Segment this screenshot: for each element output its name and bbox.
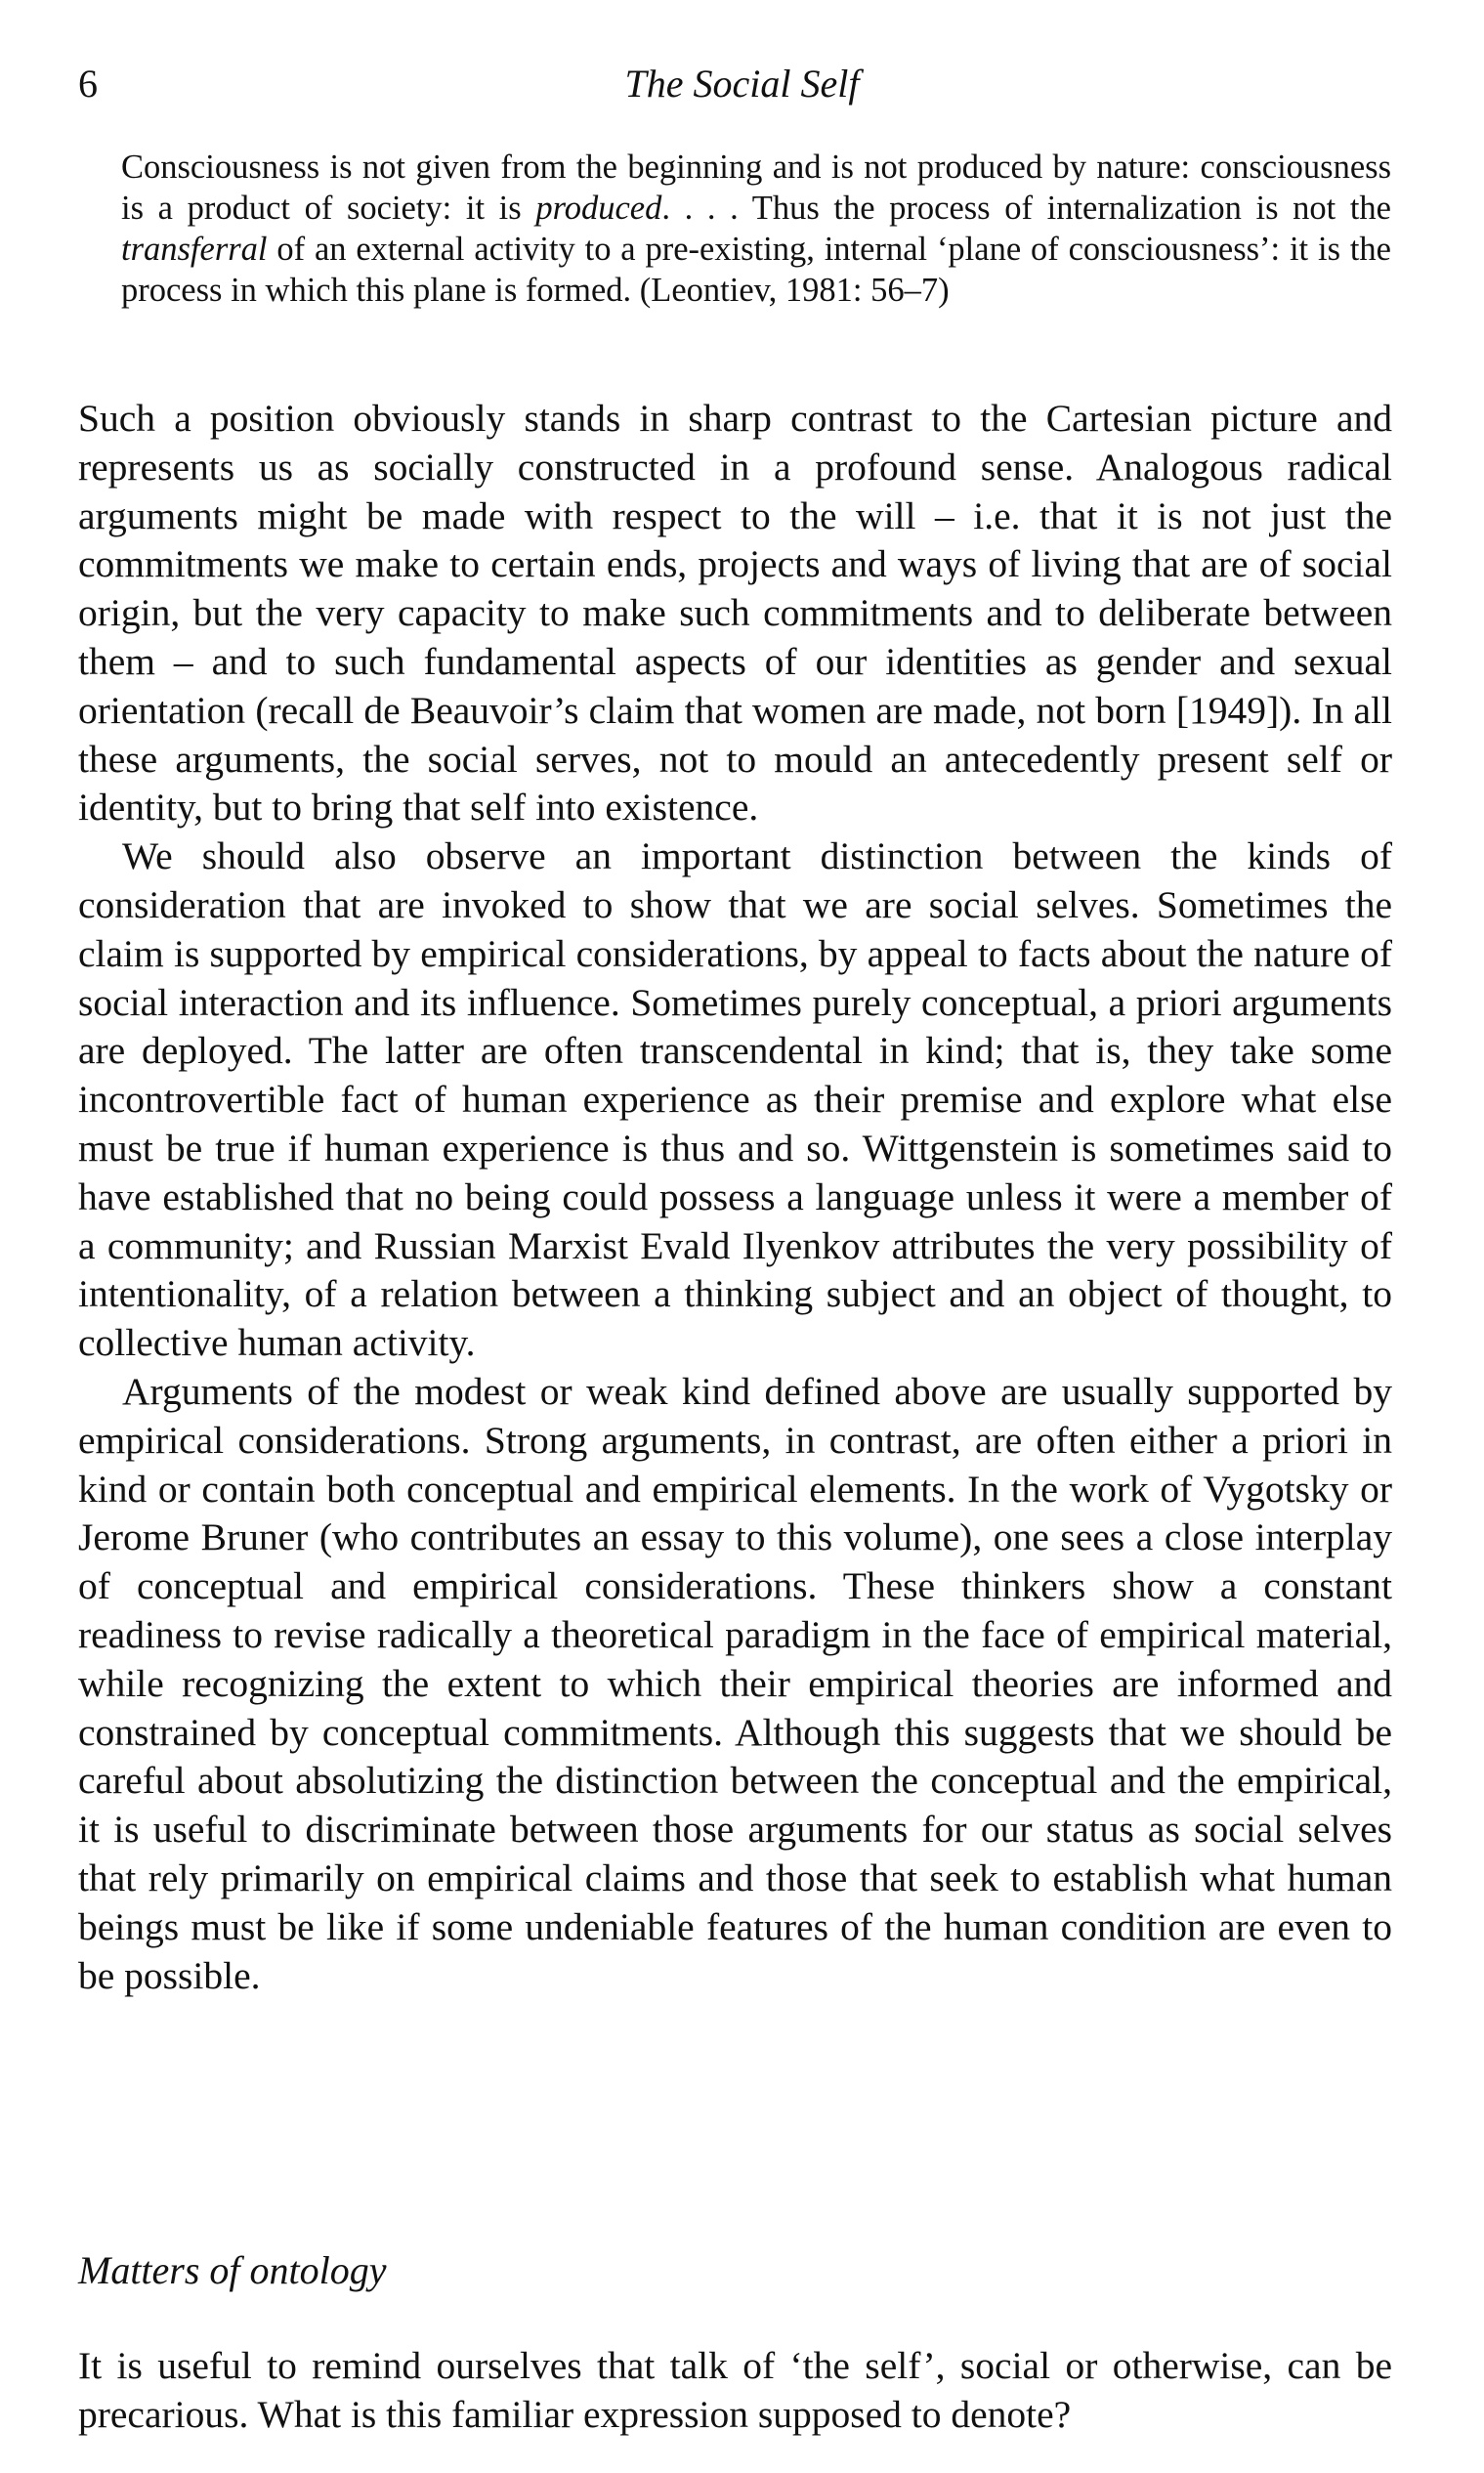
running-head: The Social Self [624,62,860,106]
paragraph: Arguments of the modest or weak kind defined above are usually supported by empirical considerations. Strong arguments, in contrast, are often either a priori in kind or contain both conceptual and empirical elements. In the work of Vygotsky or Jerome Bruner (who contributes an essay to this volume), one sees a close interplay of conceptual and empirical considerations. These thinkers show a constant readiness to revise radically a theoretical paradigm in the face of empirical material, while recognizing the extent to which their empirical theories are informed and constrained by conceptual commitments. Although this suggests that we should be careful about absolutizing the distinction between the conceptual and the empirical, it is useful to discriminate between those arguments for our status as social selves that rely primarily on empirical claims and those that seek to establish what human beings must be like if some undeniable features of the human condition are even to be possible. [78,1369,1392,1997]
section-heading: Matters of ontology [78,2248,387,2292]
page-header [78,61,1406,119]
body-text [78,395,1392,2000]
quote-emphasis-produced: produced [535,190,662,227]
paragraph: We should also observe an important distinction between the kinds of consideration that are invoked to show that we are social selves. Sometimes the claim is supported by empirical considerations, by appeal to facts about the nature of social interaction and its influence. Sometimes purely conceptual, a priori arguments are deployed. The latter are often transcendental in kind; that is, they take some incontrovertible fact of human experience as their premise and explore what else must be true if human experience is thus and so. Wittgenstein is sometimes said to have established that no being could possess a language unless it were a member of a community; and Russian Marxist Evald Ilyenkov attributes the very possibility of intentionality, of a relation between a thinking subject and an object of thought, to collective human activity. [78,834,1392,1365]
quote-segment: Consciousness is not given from the beginning and is not produced by nature: consciousness is a product of society: it is [121,149,1391,227]
page-number: 6 [78,62,98,106]
section-body [78,2342,1392,2440]
paragraph: It is useful to remind ourselves that talk of ‘the self’, social or otherwise, can be precarious. What is this familiar expression supposed to denote? [78,2344,1392,2436]
quote-segment: of an external activity to a pre-existing, internal ‘plane of consciousness’: it is the process in which this plane is formed. (Leontiev, 1981: 56–7) [121,231,1391,309]
block-quotation [121,147,1391,311]
quote-emphasis-transferral: transferral [121,231,268,268]
quote-segment: . . . . Thus the process of internalization is not the [661,190,1391,227]
paragraph: Such a position obviously stands in sharp contrast to the Cartesian picture and represents us as socially constructed in a profound sense. Analogous radical arguments might be made with respect to the will – i.e. that it is not just the commitments we make to certain ends, projects and ways of living that are of social origin, but the very capacity to make such commitments and to deliberate between them – and to such fundamental aspects of our identities as gender and sexual orientation (recall de Beauvoir’s claim that women are made, not born [1949]). In all these arguments, the social serves, not to mould an antecedently present self or identity, but to bring that self into existence. [78,397,1392,830]
quotation-text [121,147,1391,311]
